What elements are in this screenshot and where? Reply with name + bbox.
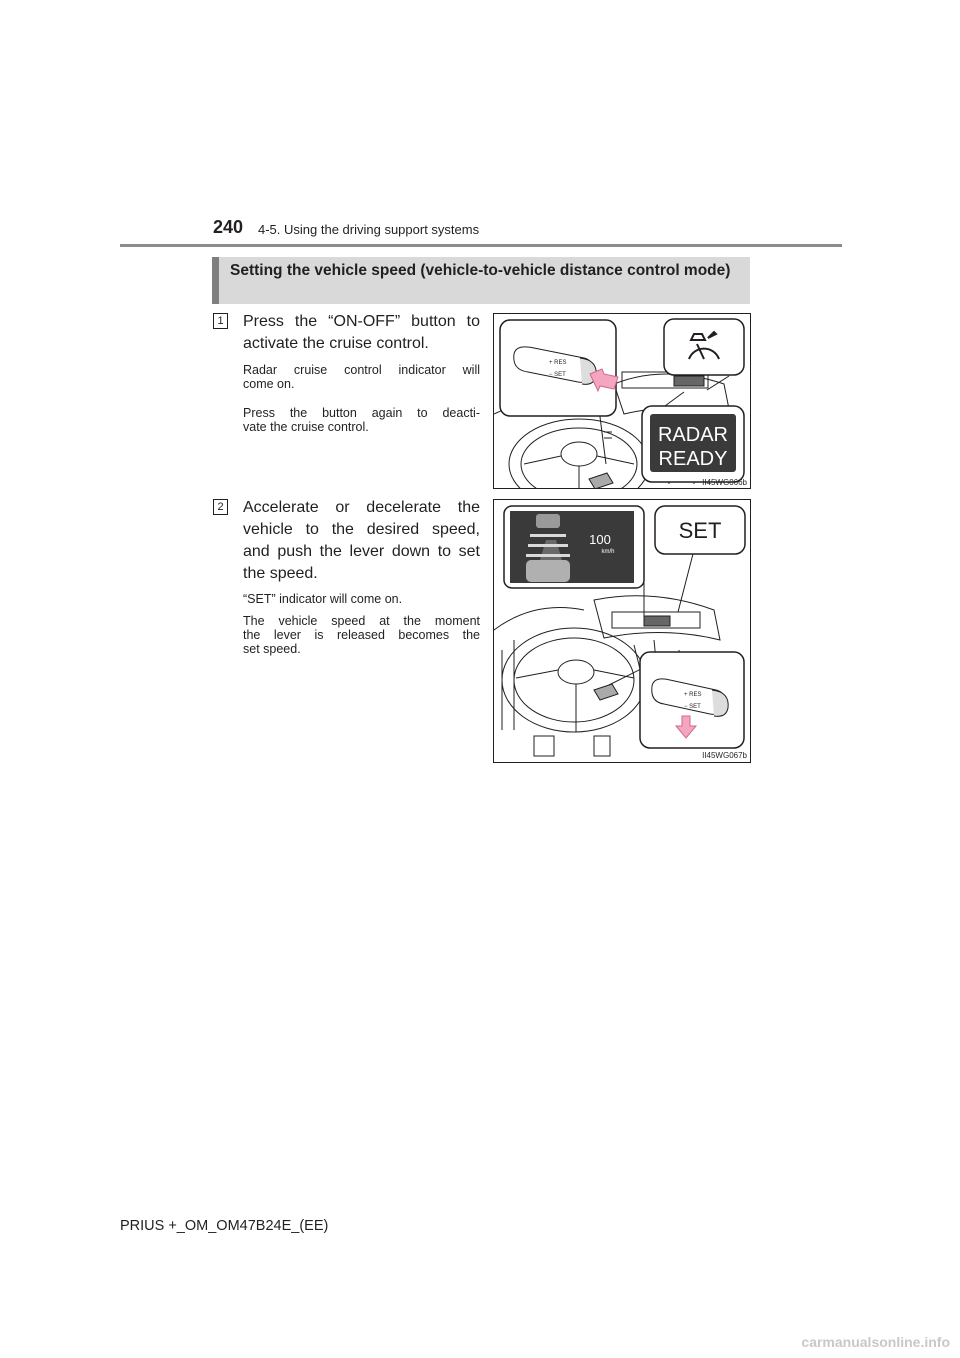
step-2-instruction <box>243 497 480 585</box>
figure-1-code: II45WG066b <box>702 478 747 487</box>
step-2-note-2 <box>243 614 480 656</box>
display-speed: 100 <box>589 532 611 547</box>
note-line: Radar cruise control indicator will <box>243 363 480 377</box>
svg-text:+ RES: + RES <box>549 360 567 366</box>
svg-text:− SET: − SET <box>549 372 566 378</box>
note-line: the lever is released becomes the <box>243 628 480 642</box>
step-number-2: 2 <box>213 499 228 515</box>
note-line: “SET” indicator will come on. <box>243 592 403 606</box>
step-1-line-1: Press the “ON-OFF” button to <box>243 313 480 330</box>
step-1-note-2 <box>243 406 480 434</box>
step-2-line-4: the speed. <box>243 565 318 582</box>
step-1-note-1 <box>243 363 480 391</box>
step-2-line-2: vehicle to the desired speed, <box>243 521 480 538</box>
page-number: 240 <box>213 217 244 237</box>
note-line: come on. <box>243 377 295 391</box>
display-ready: READY <box>658 448 728 470</box>
note-line: set speed. <box>243 642 301 656</box>
display-set: SET <box>678 518 722 543</box>
document-footer: PRIUS +_OM_OM47B24E_(EE) <box>120 1218 329 1234</box>
svg-text:+ RES: + RES <box>684 692 702 698</box>
note-line: The vehicle speed at the moment <box>243 614 480 628</box>
note-line: vate the cruise control. <box>243 420 369 434</box>
svg-text:− SET: − SET <box>684 704 701 710</box>
display-radar: RADAR <box>657 424 729 446</box>
step-1-line-2: activate the cruise control. <box>243 335 429 352</box>
section-title: 4-5. Using the driving support systems <box>258 222 480 237</box>
figure-2-illustration <box>493 499 751 763</box>
watermark: carmanualsonline.info <box>801 1334 950 1350</box>
note-line: Press the button again to deacti- <box>243 406 480 420</box>
step-number-1: 1 <box>213 313 228 329</box>
step-1-instruction <box>243 311 480 355</box>
heading-text: Setting the vehicle speed (vehicle-to-vehicle distance control mode) <box>230 262 731 279</box>
subsection-heading <box>212 257 750 304</box>
display-speed-unit: km/h <box>601 549 615 555</box>
step-2-note-1 <box>243 592 480 606</box>
step-2-line-3: and push the lever down to set <box>243 543 480 560</box>
figure-1-illustration <box>493 313 751 489</box>
step-2-line-1: Accelerate or decelerate the <box>243 499 480 516</box>
header-rule <box>120 244 842 247</box>
figure-2-code: II45WG067b <box>702 751 747 760</box>
